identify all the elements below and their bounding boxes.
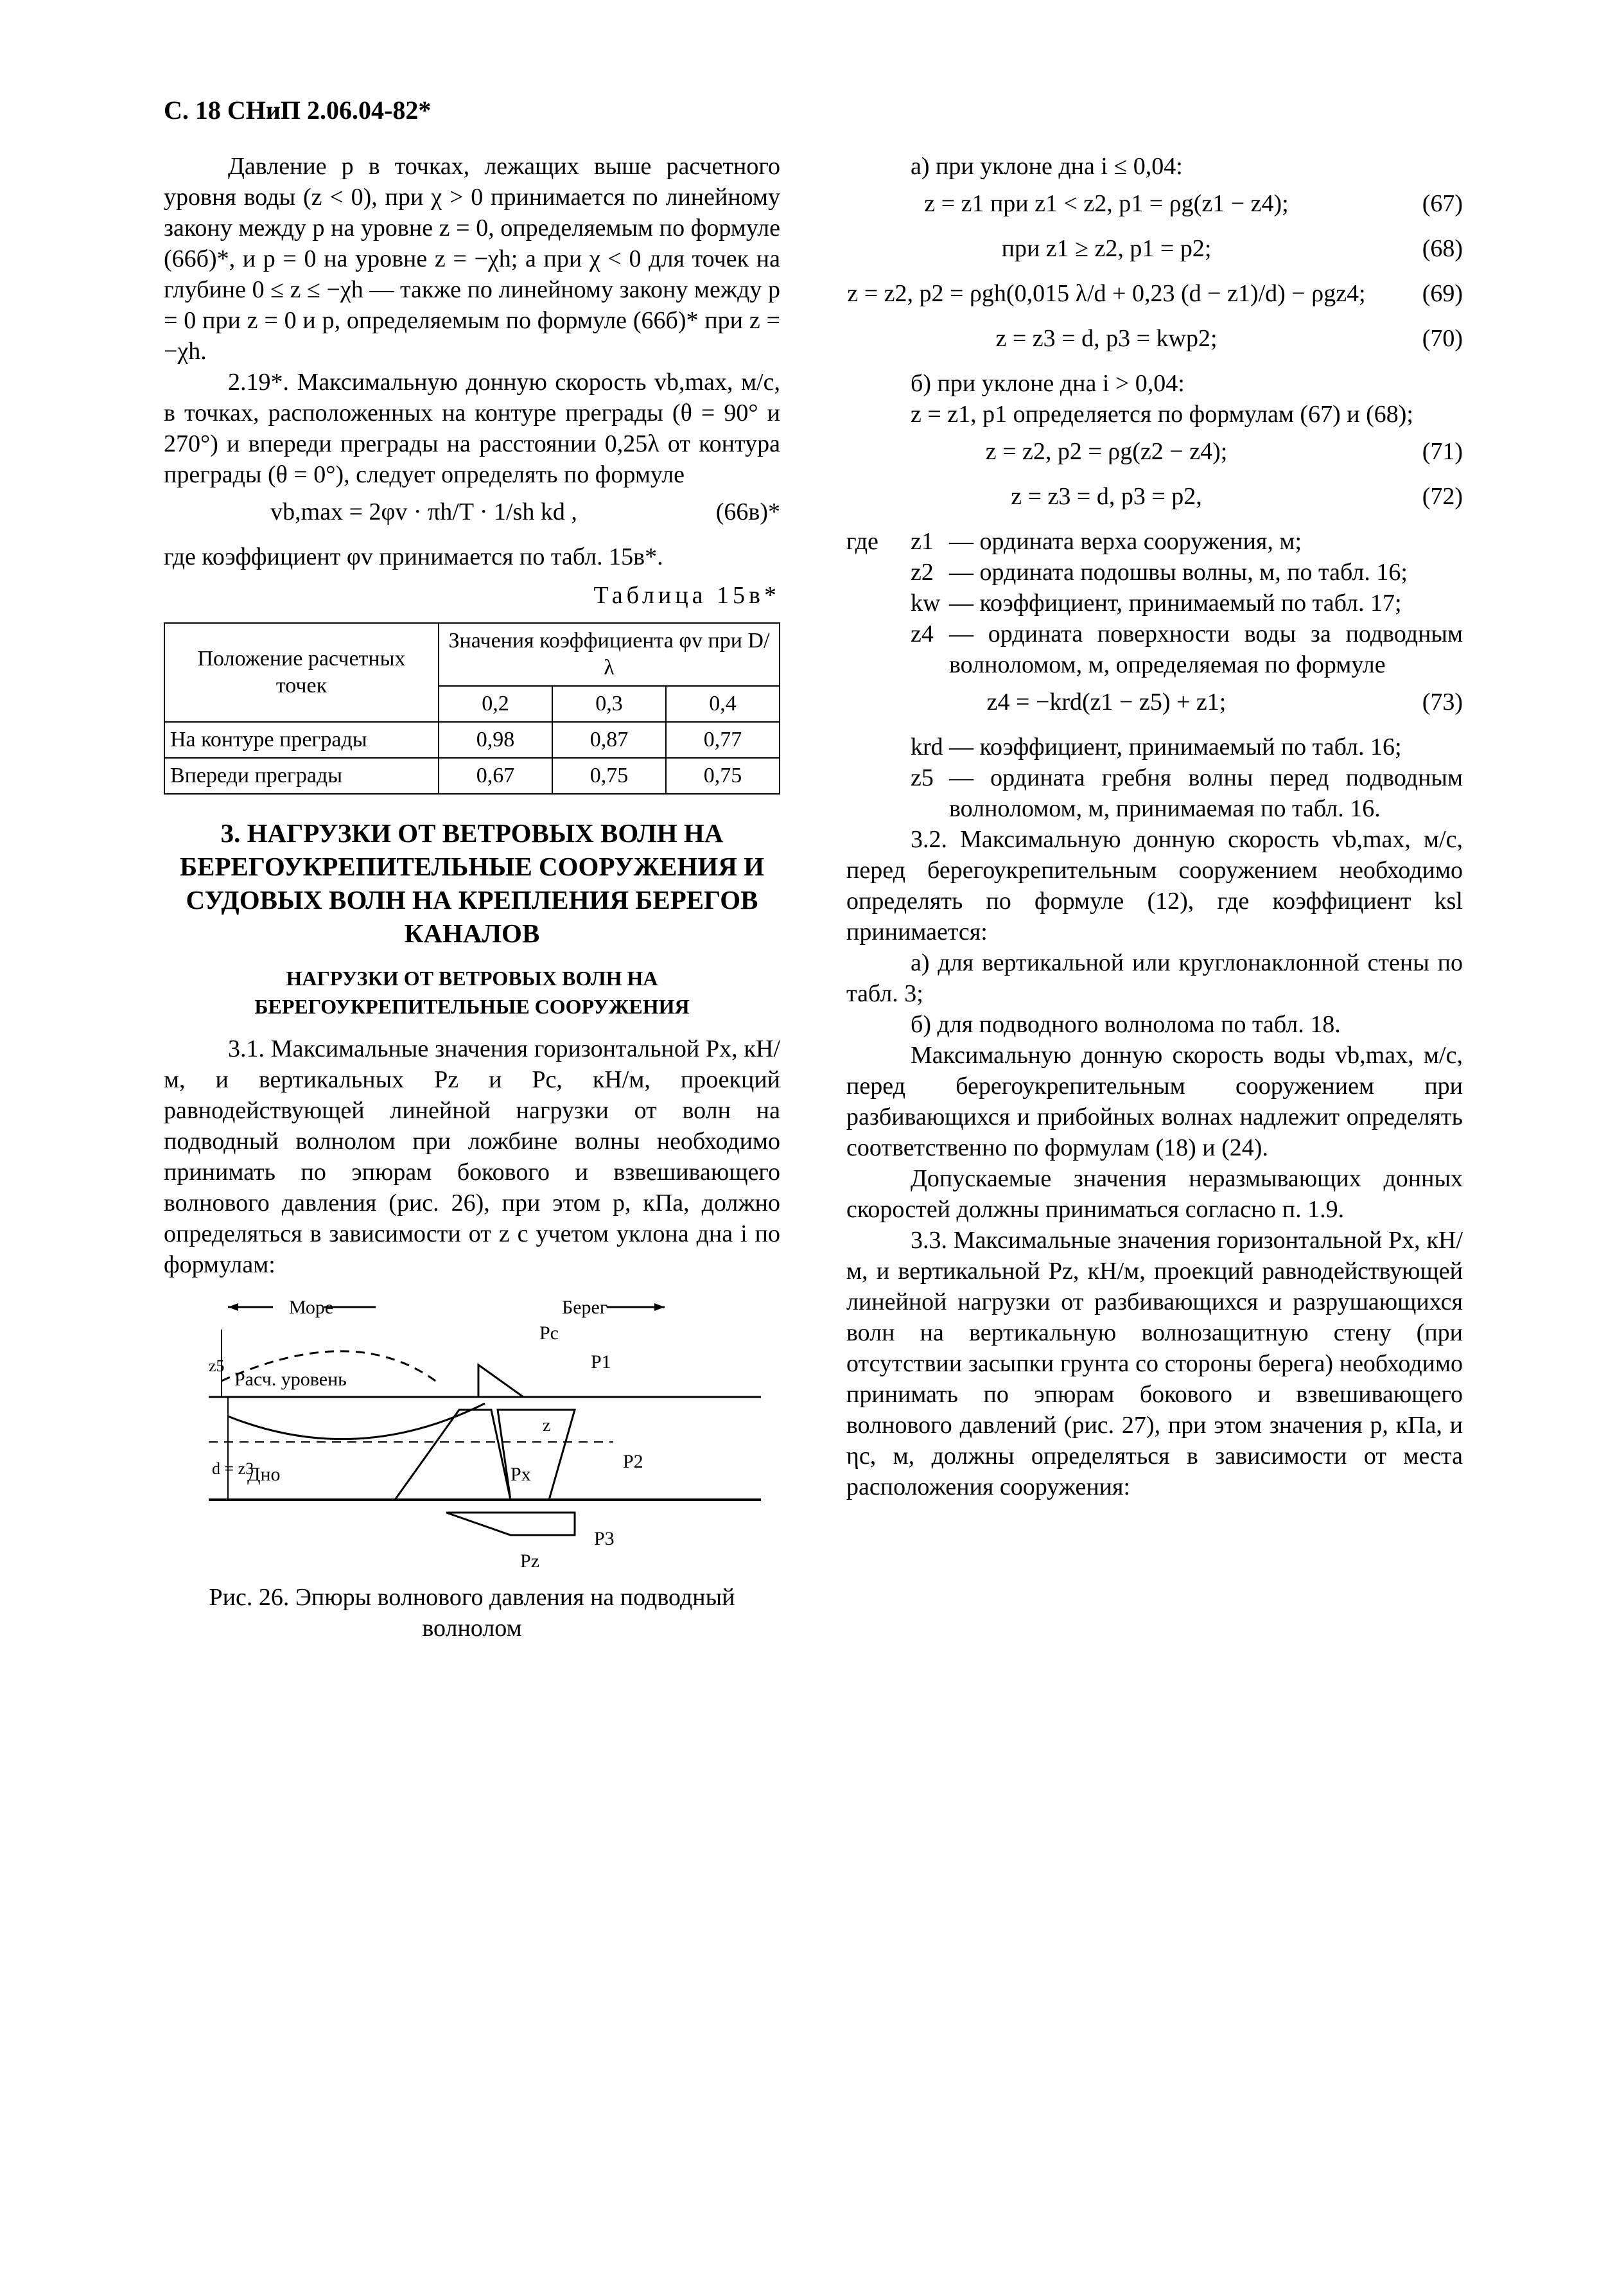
formula-71	[846, 436, 1463, 475]
table-cell: 0,3	[552, 686, 666, 722]
formula-70	[846, 323, 1463, 362]
formula-number: (72)	[1422, 483, 1463, 510]
table-cell: 0,4	[666, 686, 780, 722]
paragraph: Максимальную донную скорость воды vb,max, м/с, перед берегоукрепительным сооружением при разбивающихся и прибойных волнах надлежит определять соответственно по формулам (18) и (24).	[846, 1042, 1463, 1161]
label-z: z	[543, 1416, 551, 1436]
formula-number: (73)	[1422, 689, 1463, 716]
table-cell: 0,75	[552, 758, 666, 794]
variable-definitions	[846, 732, 1463, 824]
figure-26	[164, 1294, 780, 1578]
left-column	[164, 151, 780, 1644]
formula-body: z = z2, p2 = ρgh(0,015 λ/d + 0,23 (d − z1)/d) − ρgz4;	[847, 280, 1366, 307]
table-header: Положение расчетных точек	[164, 623, 439, 722]
table-cell: 0,75	[666, 758, 780, 794]
paragraph: 2.19*. Максимальную донную скорость vb,max, м/с, в точках, расположенных на контуре преграды (θ = 90° и 270°) и впереди преграды на расстоянии 0,25λ от контура преграды (θ = 0°), следует определять по формуле	[164, 369, 780, 488]
wave-pressure-diagram	[164, 1294, 780, 1570]
definition: — ордината верха сооружения, м;	[949, 528, 1302, 555]
label-sea: Море	[289, 1297, 334, 1318]
right-column	[846, 151, 1463, 1502]
label-px: Px	[511, 1464, 531, 1485]
subsection-title: НАГРУЗКИ ОТ ВЕТРОВЫХ ВОЛН НА БЕРЕГОУКРЕПИТЕЛЬНЫЕ СООРУЖЕНИЯ	[254, 967, 690, 1018]
table-title: Таблица 15в*	[593, 582, 780, 609]
paragraph: z = z1, p1 определяется по формулам (67) и (68);	[911, 401, 1413, 428]
variable: krd	[911, 733, 943, 760]
label-pc: Pc	[539, 1322, 559, 1344]
formula-number: (66в)*	[715, 498, 780, 525]
formula-68	[846, 233, 1463, 272]
table-row	[164, 722, 780, 758]
formula-number: (67)	[1422, 190, 1463, 217]
formula-number: (71)	[1422, 438, 1463, 465]
label-p2: P2	[623, 1451, 643, 1472]
where-word: где	[846, 528, 878, 555]
where-word	[846, 588, 911, 619]
paragraph: а) при уклоне дна i ≤ 0,04:	[911, 153, 1183, 180]
table-15v	[164, 622, 780, 795]
label-d-z3: d = z3	[212, 1459, 254, 1478]
formula-number: (68)	[1422, 235, 1463, 262]
table-cell: 0,98	[439, 722, 552, 758]
formula-66v	[164, 496, 780, 535]
page-header: С. 18 СНиП 2.06.04-82*	[164, 96, 432, 125]
formula-73	[846, 687, 1463, 725]
table-cell: На контуре преграды	[164, 722, 439, 758]
paragraph: 3.1. Максимальные значения горизонтальной Px, кН/м, и вертикальных Pz и Pc, кН/м, проекций равнодействующей линейной нагрузки от волн на подводный волнолом при ложбине волны необходимо принимать по эпюрам бокового и взвешивающего волнового давления (рис. 26), при этом p, кПа, должно определяться в зависимости от z с учетом уклона дна i по формулам:	[164, 1035, 780, 1278]
definition: — ордината гребня волны перед подводным волноломом, м, принимаемая по табл. 16.	[949, 764, 1463, 822]
label-design-level: Расч. уровень	[234, 1369, 347, 1390]
table-cell: 0,77	[666, 722, 780, 758]
formula-number: (70)	[1422, 325, 1463, 352]
definition: — ордината подошвы волны, м, по табл. 16;	[949, 559, 1408, 586]
formula-body: при z1 ≥ z2, p1 = p2;	[1001, 235, 1212, 262]
table-cell: 0,87	[552, 722, 666, 758]
section-title: 3. НАГРУЗКИ ОТ ВЕТРОВЫХ ВОЛН НА БЕРЕГОУКРЕПИТЕЛЬНЫЕ СООРУЖЕНИЯ И СУДОВЫХ ВОЛН НА КРЕПЛЕНИЯ БЕРЕГОВ КАНАЛОВ	[180, 818, 764, 948]
where-word	[846, 619, 911, 680]
formula-67	[846, 188, 1463, 227]
label-p1: P1	[591, 1351, 611, 1373]
label-p3: P3	[594, 1528, 615, 1549]
variable: kw	[911, 590, 941, 617]
variable: z1	[911, 528, 934, 555]
variable-definitions	[846, 526, 1463, 680]
paragraph: Допускаемые значения неразмывающих донных скоростей должны приниматься согласно п. 1.9.	[846, 1165, 1463, 1223]
paragraph: 3.2. Максимальную донную скорость vb,max, м/с, перед берегоукрепительным сооружением необходимо определять по формуле (12), где коэффициент ksl принимается:	[846, 826, 1463, 945]
where-word	[846, 557, 911, 588]
formula-69	[846, 278, 1463, 317]
paragraph: а) для вертикальной или круглонаклонной стены по табл. 3;	[846, 949, 1463, 1007]
variable: z4	[911, 620, 934, 647]
figure-caption: Рис. 26. Эпюры волнового давления на подводный волнолом	[209, 1584, 735, 1642]
paragraph: б) для подводного волнолома по табл. 18.	[911, 1011, 1341, 1038]
paragraph: где коэффициент φv принимается по табл. 15в*.	[164, 543, 663, 570]
paragraph: 3.3. Максимальные значения горизонтальной Px, кН/м, и вертикальной Pz, кН/м, проекций равнодействующей линейной нагрузки от разбивающихся и разрушающихся волн на вертикальную волнозащитную стену (при отсутствии засыпки грунта со стороны берега) необходимо принимать по эпюрам бокового и взвешивающего волнового давлений (рис. 27), при этом значения p, кПа, и ηc, м, должны определяться в зависимости от места расположения сооружения:	[846, 1227, 1463, 1500]
paragraph: Давление p в точках, лежащих выше расчетного уровня воды (z < 0), при χ > 0 принимается по линейному закону между p на уровне z = 0, определяемым по формуле (66б)*, и p = 0 на уровне z = −χh; а при χ < 0 для точек на глубине 0 ≤ z ≤ −χh — также по линейному закону между p = 0 при z = 0 и p, определяемым по формуле (66б)* при z = −χh.	[164, 153, 780, 365]
formula-72	[846, 481, 1463, 520]
variable: z5	[911, 764, 934, 791]
where-word	[846, 732, 911, 762]
label-bottom: Дно	[247, 1464, 281, 1485]
table-cell: Впереди преграды	[164, 758, 439, 794]
table-cell: 0,2	[439, 686, 552, 722]
label-shore: Берег	[562, 1297, 608, 1318]
table-cell: 0,67	[439, 758, 552, 794]
formula-body: z = z1 при z1 < z2, p1 = ρg(z1 − z4);	[924, 190, 1289, 217]
definition: — коэффициент, принимаемый по табл. 16;	[949, 733, 1402, 760]
formula-body: z = z3 = d, p3 = p2,	[1011, 483, 1202, 510]
table-row	[164, 758, 780, 794]
definition: — коэффициент, принимаемый по табл. 17;	[949, 590, 1402, 617]
table-header: Значения коэффициента φv при D/λ	[439, 623, 780, 686]
formula-body: z4 = −krd(z1 − z5) + z1;	[986, 689, 1227, 716]
formula-body: vb,max = 2φv · πh/T · 1/sh kd ,	[270, 498, 577, 525]
formula-number: (69)	[1422, 280, 1463, 307]
label-pz: Pz	[520, 1550, 539, 1570]
where-word	[846, 762, 911, 824]
formula-body: z = z2, p2 = ρg(z2 − z4);	[985, 438, 1228, 465]
variable: z2	[911, 559, 934, 586]
definition: — ордината поверхности воды за подводным волноломом, м, определяемая по формуле	[949, 620, 1463, 678]
formula-body: z = z3 = d, p3 = kwp2;	[995, 325, 1218, 352]
paragraph: б) при уклоне дна i > 0,04:	[911, 370, 1185, 397]
label-z5: z5	[209, 1357, 225, 1375]
